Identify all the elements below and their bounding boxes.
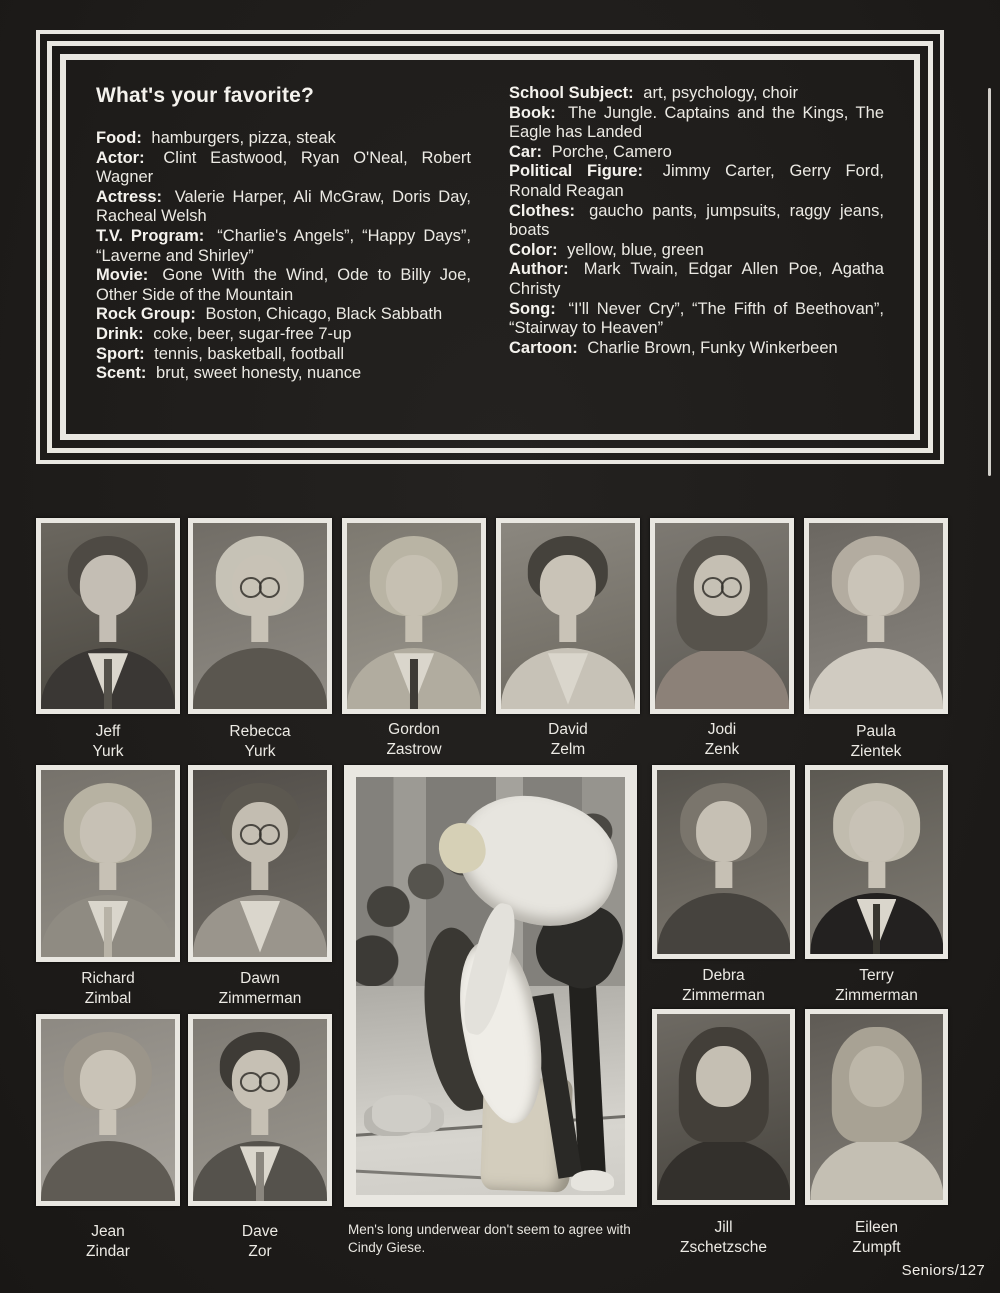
- last-name: Yurk: [92, 742, 124, 760]
- favorite-item-scent: [96, 364, 471, 384]
- favorite-value: Jimmy Carter, Gerry Ford, Ronald Reagan: [509, 162, 884, 200]
- favorite-item-drink: [96, 325, 471, 345]
- glasses-icon: [240, 824, 280, 841]
- page-number: Seniors/127: [901, 1262, 985, 1279]
- candid-photo-frame: [344, 765, 637, 1207]
- portrait-photo: [657, 1014, 790, 1200]
- portrait-photo: [193, 1019, 327, 1201]
- portrait-photo: [501, 523, 635, 709]
- favorite-value: hamburgers, pizza, steak: [151, 129, 336, 147]
- favorite-item-book: [509, 104, 884, 143]
- portrait-debra-zimmerman: [652, 765, 795, 959]
- favorites-box: [36, 30, 944, 464]
- favorite-item-school-subject: [509, 84, 884, 104]
- favorite-item-movie: [96, 266, 471, 305]
- favorites-left-column: [96, 84, 471, 434]
- first-name: Jodi: [707, 721, 737, 738]
- last-name: Zelm: [550, 740, 586, 758]
- first-name: Rebecca: [229, 723, 291, 740]
- portrait-torso: [655, 648, 789, 709]
- candid-floor-objects: [372, 1095, 431, 1133]
- last-name: Zor: [248, 1242, 272, 1260]
- student-name-jill-zschetzsche: [652, 1218, 795, 1258]
- portrait-face: [80, 1050, 136, 1110]
- last-name: Zindar: [86, 1242, 130, 1260]
- first-name: Jill: [714, 1219, 733, 1236]
- portrait-paula-zientek: [804, 518, 948, 714]
- portrait-face: [696, 801, 752, 862]
- favorite-label: Drink:: [96, 324, 144, 343]
- portrait-dawn-zimmerman: [188, 765, 332, 962]
- student-name-dawn-zimmerman: [188, 969, 332, 1009]
- favorite-label: School Subject:: [509, 84, 634, 102]
- portrait-photo: [810, 770, 943, 954]
- favorite-label: Author:: [509, 260, 569, 279]
- student-name-dave-zor: [188, 1222, 332, 1262]
- candid-photo-caption: Men's long underwear don't seem to agree with Cindy Giese.: [348, 1222, 631, 1255]
- last-name: Zimbal: [84, 989, 132, 1007]
- favorite-item-political-figure: [509, 162, 884, 201]
- favorite-item-color: [509, 241, 884, 261]
- portrait-face: [696, 1046, 752, 1107]
- first-name: Dave: [241, 1223, 279, 1240]
- portrait-face: [848, 555, 904, 616]
- portrait-tie: [256, 1152, 264, 1201]
- favorite-item-cartoon: [509, 339, 884, 359]
- favorite-value: “I'll Never Cry”, “The Fifth of Beethovan”, “Stairway to Heaven”: [509, 299, 884, 338]
- first-name: Paula: [856, 723, 896, 740]
- portrait-photo: [193, 523, 327, 709]
- last-name: Zschetzsche: [679, 1238, 767, 1256]
- portrait-gordon-zastrow: [342, 518, 486, 714]
- portrait-photo: [41, 1019, 175, 1201]
- portrait-face: [386, 555, 442, 616]
- student-name-david-zelm: [496, 720, 640, 760]
- favorite-value: brut, sweet honesty, nuance: [156, 364, 362, 383]
- first-name: Dawn: [240, 970, 280, 987]
- favorite-item-car: [509, 143, 884, 163]
- favorite-item-actress: [96, 188, 471, 227]
- favorite-label: Actor:: [96, 148, 145, 167]
- favorite-item-food: [96, 129, 471, 149]
- portrait-torso: [657, 1139, 790, 1200]
- favorite-value: Mark Twain, Edgar Allen Poe, Agatha Christy: [509, 260, 884, 298]
- last-name: Zimmerman: [682, 986, 765, 1004]
- favorites-title: What's your favorite?: [96, 84, 315, 107]
- first-name: Gordon: [388, 721, 440, 738]
- first-name: Jeff: [95, 723, 121, 740]
- portrait-tie: [104, 659, 112, 709]
- favorite-label: Rock Group:: [96, 305, 196, 324]
- portrait-torso: [809, 648, 943, 709]
- favorite-label: Food:: [96, 129, 142, 147]
- portrait-face: [540, 555, 596, 616]
- first-name: Richard: [81, 970, 135, 987]
- portrait-dave-zor: [188, 1014, 332, 1206]
- glasses-icon: [702, 577, 742, 594]
- favorite-label: T.V. Program:: [96, 226, 205, 245]
- favorite-item-sport: [96, 345, 471, 365]
- favorite-label: Book:: [509, 103, 556, 122]
- portrait-face: [849, 1046, 905, 1107]
- portrait-rebecca-yurk: [188, 518, 332, 714]
- favorite-label: Cartoon:: [509, 338, 578, 357]
- student-name-paula-zientek: [804, 722, 948, 762]
- favorite-label: Sport:: [96, 344, 145, 363]
- portrait-jean-zindar: [36, 1014, 180, 1206]
- student-name-eileen-zumpft: [805, 1218, 948, 1258]
- portrait-jodi-zenk: [650, 518, 794, 714]
- favorite-value: “Charlie's Angels”, “Happy Days”, “Laverne and Shirley”: [96, 226, 471, 265]
- favorites-box-middle-frame: [47, 41, 933, 453]
- portrait-photo: [347, 523, 481, 709]
- favorite-value: Charlie Brown, Funky Winkerbeen: [587, 338, 838, 357]
- favorites-content: [66, 60, 914, 434]
- first-name: Eileen: [854, 1219, 899, 1236]
- last-name: Zumpft: [852, 1238, 901, 1256]
- favorite-item-author: [509, 260, 884, 299]
- candid-shoe: [571, 1170, 614, 1191]
- portrait-tie: [873, 904, 881, 954]
- glasses-icon: [240, 1072, 280, 1088]
- first-name: David: [548, 721, 588, 738]
- student-name-debra-zimmerman: [652, 966, 795, 1006]
- favorite-label: Clothes:: [509, 201, 575, 220]
- portrait-tie: [104, 907, 112, 957]
- favorite-value: yellow, blue, green: [567, 240, 704, 259]
- favorite-item-actor: [96, 149, 471, 188]
- favorite-label: Song:: [509, 299, 556, 318]
- favorite-value: Porche, Camero: [551, 142, 672, 161]
- portrait-terry-zimmerman: [805, 765, 948, 959]
- candid-photo: [356, 777, 625, 1195]
- portrait-photo: [41, 770, 175, 957]
- first-name: Terry: [859, 967, 894, 984]
- student-name-jodi-zenk: [650, 720, 794, 760]
- favorite-value: The Jungle. Captains and the Kings, The Eagle has Landed: [509, 103, 884, 142]
- portrait-face: [849, 801, 905, 862]
- glasses-icon: [240, 577, 280, 594]
- portrait-face: [80, 802, 136, 864]
- favorite-item-tv-program: [96, 227, 471, 266]
- favorites-box-inner-frame: [60, 54, 920, 440]
- favorite-label: Scent:: [96, 364, 147, 383]
- portrait-torso: [41, 1141, 175, 1201]
- portrait-photo: [655, 523, 789, 709]
- first-name: Debra: [702, 967, 745, 984]
- favorites-right-column: [509, 84, 884, 434]
- student-name-richard-zimbal: [36, 969, 180, 1009]
- portrait-david-zelm: [496, 518, 640, 714]
- portrait-torso: [810, 1139, 943, 1200]
- favorite-item-rock-group: [96, 305, 471, 325]
- portrait-photo: [809, 523, 943, 709]
- scan-page-edge: [988, 88, 991, 476]
- student-name-terry-zimmerman: [805, 966, 948, 1006]
- portrait-photo: [193, 770, 327, 957]
- favorite-value: Valerie Harper, Ali McGraw, Doris Day, Racheal Welsh: [96, 187, 471, 226]
- portrait-torso: [193, 648, 327, 709]
- portrait-photo: [657, 770, 790, 954]
- last-name: Zenk: [704, 740, 740, 758]
- student-name-jeff-yurk: [36, 722, 180, 762]
- favorite-value: Boston, Chicago, Black Sabbath: [205, 305, 443, 324]
- favorite-label: Car:: [509, 142, 543, 161]
- favorite-value: gaucho pants, jumpsuits, raggy jeans, boats: [509, 201, 884, 240]
- portrait-photo: [810, 1014, 943, 1200]
- portrait-richard-zimbal: [36, 765, 180, 962]
- portrait-jeff-yurk: [36, 518, 180, 714]
- last-name: Zimmerman: [835, 986, 918, 1004]
- last-name: Yurk: [244, 742, 276, 760]
- student-name-gordon-zastrow: [342, 720, 486, 760]
- portrait-torso: [657, 893, 790, 954]
- favorite-label: Movie:: [96, 266, 149, 285]
- student-name-jean-zindar: [36, 1222, 180, 1262]
- portrait-tie: [410, 659, 418, 709]
- first-name: Jean: [91, 1223, 125, 1240]
- favorite-value: Clint Eastwood, Ryan O'Neal, Robert Wagner: [96, 148, 471, 187]
- portrait-jill-zschetzsche: [652, 1009, 795, 1205]
- student-name-rebecca-yurk: [188, 722, 332, 762]
- favorite-item-clothes: [509, 202, 884, 241]
- favorite-label: Actress:: [96, 187, 163, 206]
- portrait-photo: [41, 523, 175, 709]
- favorite-value: coke, beer, sugar-free 7-up: [153, 324, 352, 343]
- favorite-value: art, psychology, choir: [643, 84, 798, 102]
- last-name: Zastrow: [386, 740, 442, 758]
- last-name: Zimmerman: [218, 989, 302, 1007]
- favorite-label: Color:: [509, 240, 558, 259]
- favorite-value: tennis, basketball, football: [154, 344, 345, 363]
- favorite-item-song: [509, 300, 884, 339]
- portrait-eileen-zumpft: [805, 1009, 948, 1205]
- favorite-label: Political Figure:: [509, 162, 643, 181]
- favorite-value: Gone With the Wind, Ode to Billy Joe, Other Side of the Mountain: [96, 266, 471, 304]
- last-name: Zientek: [850, 742, 902, 760]
- portrait-face: [80, 555, 136, 616]
